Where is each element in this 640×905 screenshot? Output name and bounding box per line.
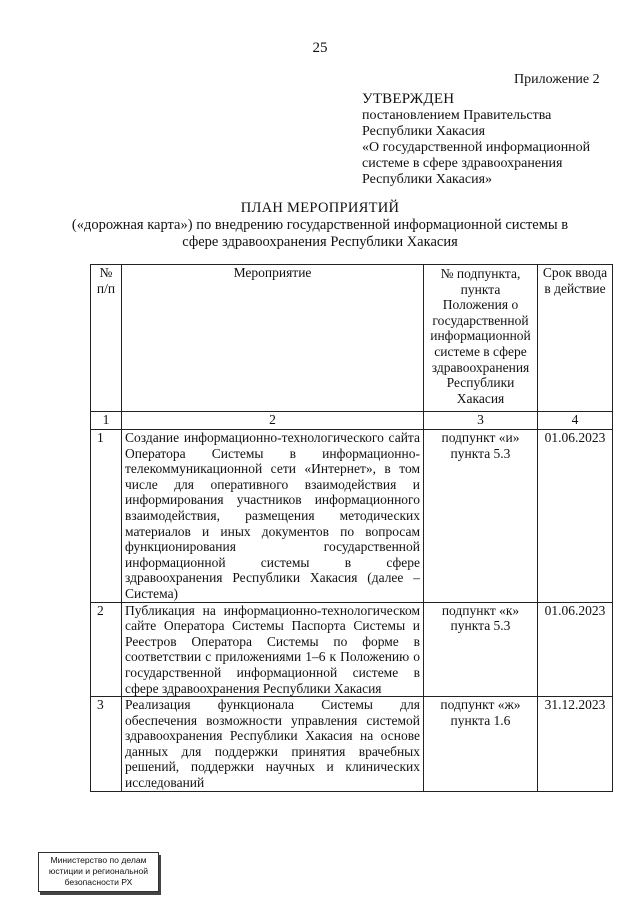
approval-heading: УТВЕРЖДЕН <box>362 91 455 107</box>
stamp-line: юстиции и региональной <box>48 866 149 876</box>
approval-line: Республики Хакасия» <box>362 172 493 187</box>
row-clause: подпункт «к» пункта 5.3 <box>424 602 538 697</box>
row-event: Реализация функционала Системы для обеспечения возможности управления системой здравоохранения Республики Хакасия на основе данных для поддержки принятия врачебных решений, поддержки научных и клинических исследований <box>122 697 424 792</box>
ministry-stamp <box>38 852 159 892</box>
table-row <box>91 430 613 603</box>
stamp-line: Министерство по делам <box>50 855 147 865</box>
table-header-row <box>91 265 613 412</box>
row-event: Создание информационно-технологического сайта Оператора Системы в информационно-телекоммуникационной сети «Интернет», в том числе для оперативного взаимодействия и информирования участников информационного взаимодействия, размещения методических материалов и иных документов по вопросам функционирования государственной информационной системы в сфере здравоохранения Республики Хакасия (далее – Система) <box>122 430 424 603</box>
title-subtitle-line: сфере здравоохранения Республики Хакасия <box>182 234 458 250</box>
appendix-label: Приложение 2 <box>514 72 600 87</box>
row-num: 3 <box>91 697 122 792</box>
approval-line: постановлением Правительства <box>362 108 552 123</box>
title-main: ПЛАН МЕРОПРИЯТИЙ <box>240 200 400 216</box>
table-row <box>91 697 613 792</box>
header-clause: № подпункта, пункта Положения о государственной информационной системе в сфере здравоохранения Республики Хакасия <box>424 265 538 412</box>
row-deadline: 01.06.2023 <box>538 602 613 697</box>
column-number: 2 <box>122 412 424 430</box>
header-deadline: Срок ввода в действие <box>538 265 613 412</box>
approval-line: Республики Хакасия <box>362 124 486 139</box>
row-deadline: 31.12.2023 <box>538 697 613 792</box>
row-num: 1 <box>91 430 122 603</box>
stamp-line: безопасности РХ <box>64 877 133 887</box>
header-num: № п/п <box>91 265 122 412</box>
row-clause: подпункт «ж» пункта 1.6 <box>424 697 538 792</box>
approval-line: «О государственной информационной <box>362 140 591 155</box>
plan-table <box>90 264 613 792</box>
header-event: Мероприятие <box>122 265 424 412</box>
row-event: Публикация на информационно-технологическом сайте Оператора Системы Паспорта Системы и Реестров Оператора Системы по форме в соответствии с приложениями 1–6 к Положению о государственной информационной системе в сфере здравоохранения Республики Хакасия <box>122 602 424 697</box>
title-subtitle-line: («дорожная карта») по внедрению государственной информационной системы в <box>71 217 569 233</box>
approval-line: системе в сфере здравоохранения <box>362 156 563 171</box>
page-number: 25 <box>312 40 328 56</box>
document-title <box>0 200 640 251</box>
row-deadline: 01.06.2023 <box>538 430 613 603</box>
column-number-row <box>91 412 613 430</box>
table-row <box>91 602 613 697</box>
column-number: 3 <box>424 412 538 430</box>
column-number: 4 <box>538 412 613 430</box>
row-clause: подпункт «и» пункта 5.3 <box>424 430 538 603</box>
column-number: 1 <box>91 412 122 430</box>
row-num: 2 <box>91 602 122 697</box>
approval-block <box>362 91 590 188</box>
